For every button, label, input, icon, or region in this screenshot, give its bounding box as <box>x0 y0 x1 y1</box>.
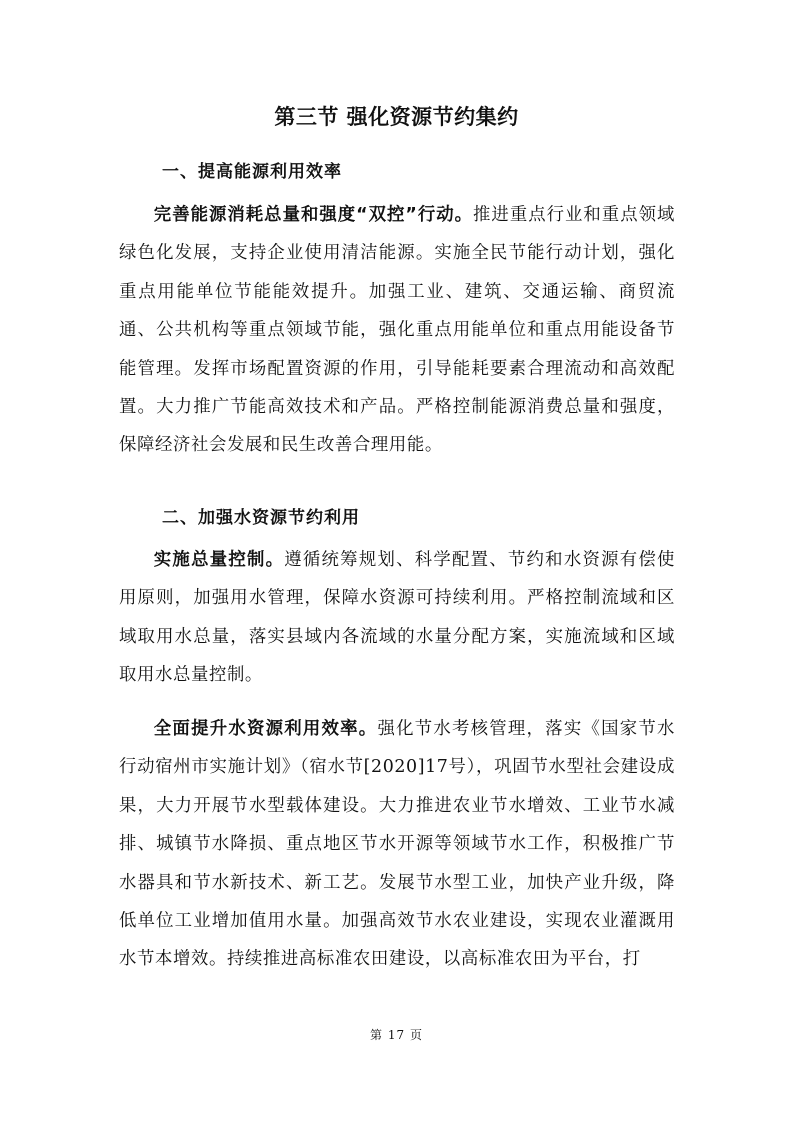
section-title: 第三节 强化资源节约集约 <box>274 105 519 129</box>
paragraph-lead: 实施总量控制。 <box>153 550 285 570</box>
paragraph-energy-dual-control <box>119 196 675 465</box>
heading-energy-efficiency: 一、提高能源利用效率 <box>162 162 342 182</box>
page-number: 第 17 页 <box>370 1028 423 1042</box>
paragraph-total-control <box>119 541 675 695</box>
paragraph-lead: 完善能源消耗总量和强度“双控”行动。 <box>153 205 474 225</box>
paragraph-water-efficiency <box>119 710 675 979</box>
paragraph-body: 强化节水考核管理，落实《国家节水行动宿州市实施计划》（宿水节[2020]17号），巩固节水型社会建设成果，大力开展节水型载体建设。大力推进农业节水增效、工业节水减排、城镇节水降损、重点地区节水开源等领域节水工作，积极推广节水器具和节水新技术、新工艺。发展节水型工业，加快产业升级，降低单位工业增加值用水量。加强高效节水农业建设，实现农业灌溉用水节本增效。持续推进高标准农田建设，以高标准农田为平台，打 <box>119 719 676 970</box>
paragraph-lead: 全面提升水资源利用效率。 <box>153 719 378 739</box>
paragraph-body: 遵循统筹规划、科学配置、节约和水资源有偿使用原则，加强用水管理，保障水资源可持续利用。严格控制流域和区域取用水总量，落实县域内各流域的水量分配方案，实施流域和区域取用水总量控制。 <box>119 550 675 686</box>
heading-water-conservation: 二、加强水资源节约利用 <box>162 508 360 528</box>
paragraph-body: 推进重点行业和重点领域绿色化发展，支持企业使用清洁能源。实施全民节能行动计划，强化重点用能单位节能能效提升。加强工业、建筑、交通运输、商贸流通、公共机构等重点领域节能，强化重点用能单位和重点用能设备节能管理。发挥市场配置资源的作用，引导能耗要素合理流动和高效配置。大力推广节能高效技术和产品。严格控制能源消费总量和强度，保障经济社会发展和民生改善合理用能。 <box>119 205 675 456</box>
